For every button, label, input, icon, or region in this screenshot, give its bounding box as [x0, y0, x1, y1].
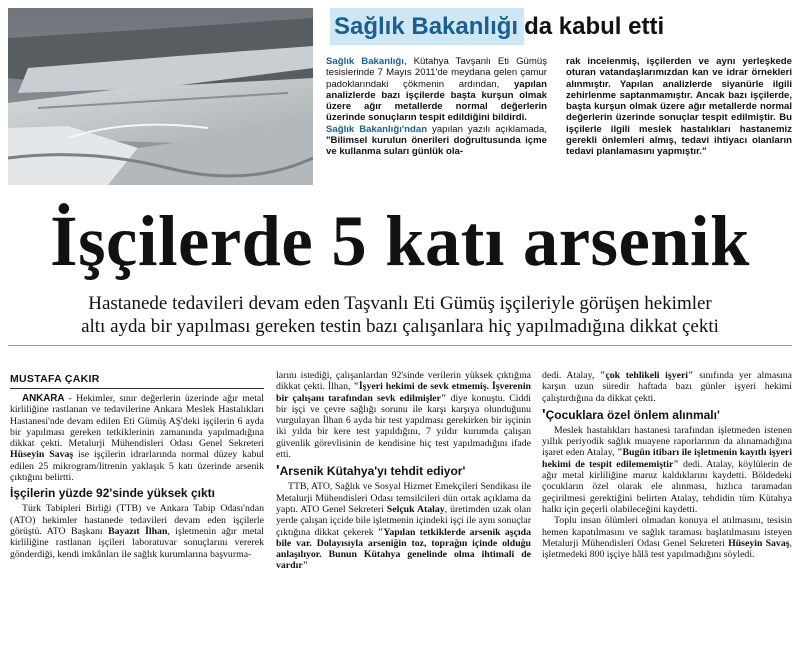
sidebar-paragraph: Sağlık Bakanlığı, Kütahya Tavşanlı Eti Gümüş tesislerinde 7 Mayıs 2011'de meydana gelen çamur padoklarındaki çökmenin ardından, yapılan analizlerde bazı işçilerde başta kurşun olmak üzere ağır metallerde normal değerlerin üzerinde sonuçların tespit edildiğini bildirdi.	[326, 56, 547, 124]
article-paragraph: Türk Tabipleri Birliği (TTB) ve Ankara Tabip Odası'ndan (ATO) hekimler hastanede tedavileri devam eden işçilerle görüştü. ATO Başkanı Bayazıt İlhan, işletmenin ağır metal kirliliğine rastlanan işçileri laboratuvar sonuçlarını vererek gönderdiği, kendi imkânları ile sağlık kurumlarına başvurma-	[10, 503, 264, 560]
subheadline-line-1: Hastanede tedavileri devam eden Taşvanlı Eti Gümüş işçileriyle görüşen hekimler	[88, 293, 712, 314]
sidebar-column-2	[566, 56, 792, 158]
sidebar-column-1	[326, 56, 547, 158]
article-paragraph: larını istediği, çalışanlardan 92'sinde verilerin yüksek çıktığına dikkat çekti. İlhan, "İşyeri hekimi de sevk etmemiş. İşverenin bir çalışanı tarafından sevk edilmişler" diye konuştu. Ciddi bir işçi ve çevre sağlığı sorunu ile karşı karşıya olunduğunu vurgulayan İlhan 6 ayda bir test yapılması gerekirken bir işçinin iki yılda bir kere test yapıldığını, 7 yıldır kurumda çalışan güvenlik görevlisinin de kendisine hiç test yapılmadığını ifade etti.	[276, 370, 531, 461]
article-paragraph: dedi. Atalay, "çok tehlikeli işyeri" sınıfında yer almasına karşın uzun süredir haftada bazı günler işyeri hekimi çalıştırdığına da dikkat çekti.	[542, 370, 792, 404]
subheadline-line-2: altı ayda bir yapılması gereken testin bazı çalışanlara hiç yapılmadığına dikkat çekti	[81, 316, 719, 337]
sidebar-title	[330, 8, 792, 45]
sidebar-title-rest: da kabul etti	[524, 13, 665, 40]
article-paragraph: ANKARA - Hekimler, sınır değerlerin üzerinde ağır metal kirliliğine rastlanan ve tedavilerine Ankara Meslek Hastalıkları Hastanesi'nde devam edilen Eti Gümüş AŞ'deki işçilerin 6 ayda bir yapılması gereken tetkiklerinin zamanında yapılmadığına dikkat çekti. Metalurji Mühendisleri Odası Genel Sekreteri Hüseyin Savaş ise işçilerin idrarlarında normal düzey kabul edilen 25 mikrogram/litrenin yaklaşık 5 katı üzerinde arsenik çıktığını belirtti.	[10, 393, 264, 484]
sidebar-title-highlight: Sağlık Bakanlığı	[330, 8, 524, 45]
article-column-2	[276, 370, 531, 572]
article-paragraph: Meslek hastalıkları hastanesi tarafından işletmeden istenen yıllık periyodik sağlık muayene raporlarının da alınamadığına işaret eden Atalay, "Bugün itibarı ile işletmenin kayıtlı işyeri hekimi de tespit edilememiştir" dedi. Atalay, köylülerin de ağır metal kirliliğine maruz kaldıklarını kaydetti. Böldedeki çocukların özel olarak ele alınması, hızlıca taramadan geçirilmesi gerektiğini belirten Atalay, tehdidin tüm Kütahya halkı için geçerli olabileceğini kaydetti.	[542, 424, 793, 515]
sidebar-paragraph: Sağlık Bakanlığı'ndan yapılan yazılı açıklamada, "Bilimsel kurulun önerileri doğrultusunda içme ve kullanma suları günlük ola-	[326, 123, 547, 158]
sidebar-paragraph: rak incelenmiş, işçilerden ve aynı yerleşkede oturan vatandaşlarımızdan kan ve idrar örnekleri alınmıştır. Yapılan analizlerde siyanürle ilgili zehirlenme saptanmamıştır. Ancak bazı işçilerde, başta kurşun olmak üzere ağır metallerde normal değerlerin üzerinde sonuçlar tespit edilmiştir. Bu işçilerle ilgili meslek hastalıkları hastanemiz gerekli önlemleri almış, tedavi ihtiyacı olanların tedavi planlamasını yapmıştır."	[566, 56, 792, 158]
article-subheading: 'Arsenik Kütahya'yı tehdit ediyor'	[276, 462, 466, 480]
article-column-3	[542, 370, 792, 560]
headline: İşçilerde 5 katı arsenik	[50, 201, 750, 281]
article-subheading: İşçilerin yüzde 92'sinde yüksek çıktı	[10, 486, 215, 501]
article-paragraph: TTB, ATO, Sağlık ve Sosyal Hizmet Emekçileri Sendikası ile Metalurji Mühendisleri Odası temsilcileri dün ortak açıklama da yaptı. ATO Genel Sekreteri Selçuk Atalay, üretimden uzak olan yerde çalışan içcide bile işletmenin içindeki işçi ile aynı sonuçlar çıktığına dikkat çekerek "Yapılan tetkiklerde arsenik aşçıda bile var. Dolayısıyla arseniğin toz, toprağın içinde olduğu anlaşılıyor. Bunun Kütahya genelinde olma ihtimali de vardır"	[276, 481, 531, 572]
byline: MUSTAFA ÇAKIR	[10, 373, 100, 385]
article-subheading: 'Çocuklara özel önlem alınmalı'	[542, 405, 720, 423]
byline-divider	[10, 388, 264, 389]
article-paragraph: Toplu insan ölümleri olmadan konuya el atılmasını, tesisin hemen kapatılmasını ve sağlık taraması başlatılmasını isteyen Metalurji Mühendisleri Odası Genel Sekreteri Hüseyin Savaş, işletmedeki 800 işçiye hâlâ test yapılmadığını söyledi.	[542, 515, 792, 561]
news-photo-sludge-pond	[8, 8, 313, 185]
divider	[8, 345, 792, 346]
subheadline	[8, 292, 792, 338]
article-column-1	[10, 393, 264, 560]
